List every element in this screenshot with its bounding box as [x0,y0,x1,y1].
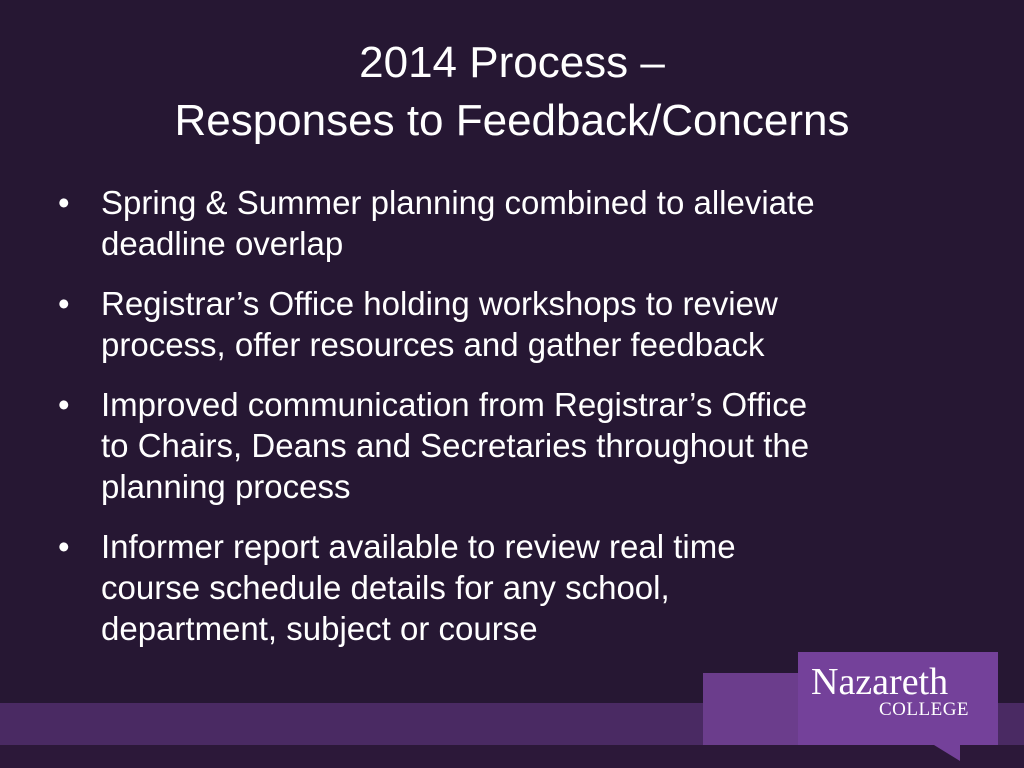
bullet-list [58,182,958,668]
logo-name: Nazareth [811,661,949,703]
title-line-1: 2014 Process – [359,38,665,87]
logo-speech-tail [934,745,960,761]
bullet-item-3 [58,384,958,507]
bullet-marker: • [58,184,70,221]
bullet-3-line-3: planning process [101,468,351,505]
title-line-2: Responses to Feedback/Concerns [174,96,850,145]
slide-title [0,34,1024,150]
bullet-1-line-1: Spring & Summer planning combined to alleviate [101,184,815,221]
bullet-item-1 [58,182,958,264]
bullet-item-4 [58,526,958,649]
bullet-1-line-2: deadline overlap [101,225,344,262]
footer-band-dark [0,745,1024,768]
bullet-2-line-2: process, offer resources and gather feedback [101,326,765,363]
logo-subtitle: COLLEGE [879,699,970,720]
bullet-item-2 [58,283,958,365]
bullet-2-line-1: Registrar’s Office holding workshops to review [101,285,778,322]
bullet-4-line-1: Informer report available to review real time [101,528,736,565]
logo-back-panel [703,673,798,745]
bullet-3-line-2: to Chairs, Deans and Secretaries throughout the [101,427,810,464]
bullet-4-line-3: department, subject or course [101,610,538,647]
bullet-4-line-2: course schedule details for any school, [101,569,670,606]
bullet-marker: • [58,528,70,565]
bullet-marker: • [58,386,70,423]
bullet-marker: • [58,285,70,322]
bullet-3-line-1: Improved communication from Registrar’s Office [101,386,808,423]
